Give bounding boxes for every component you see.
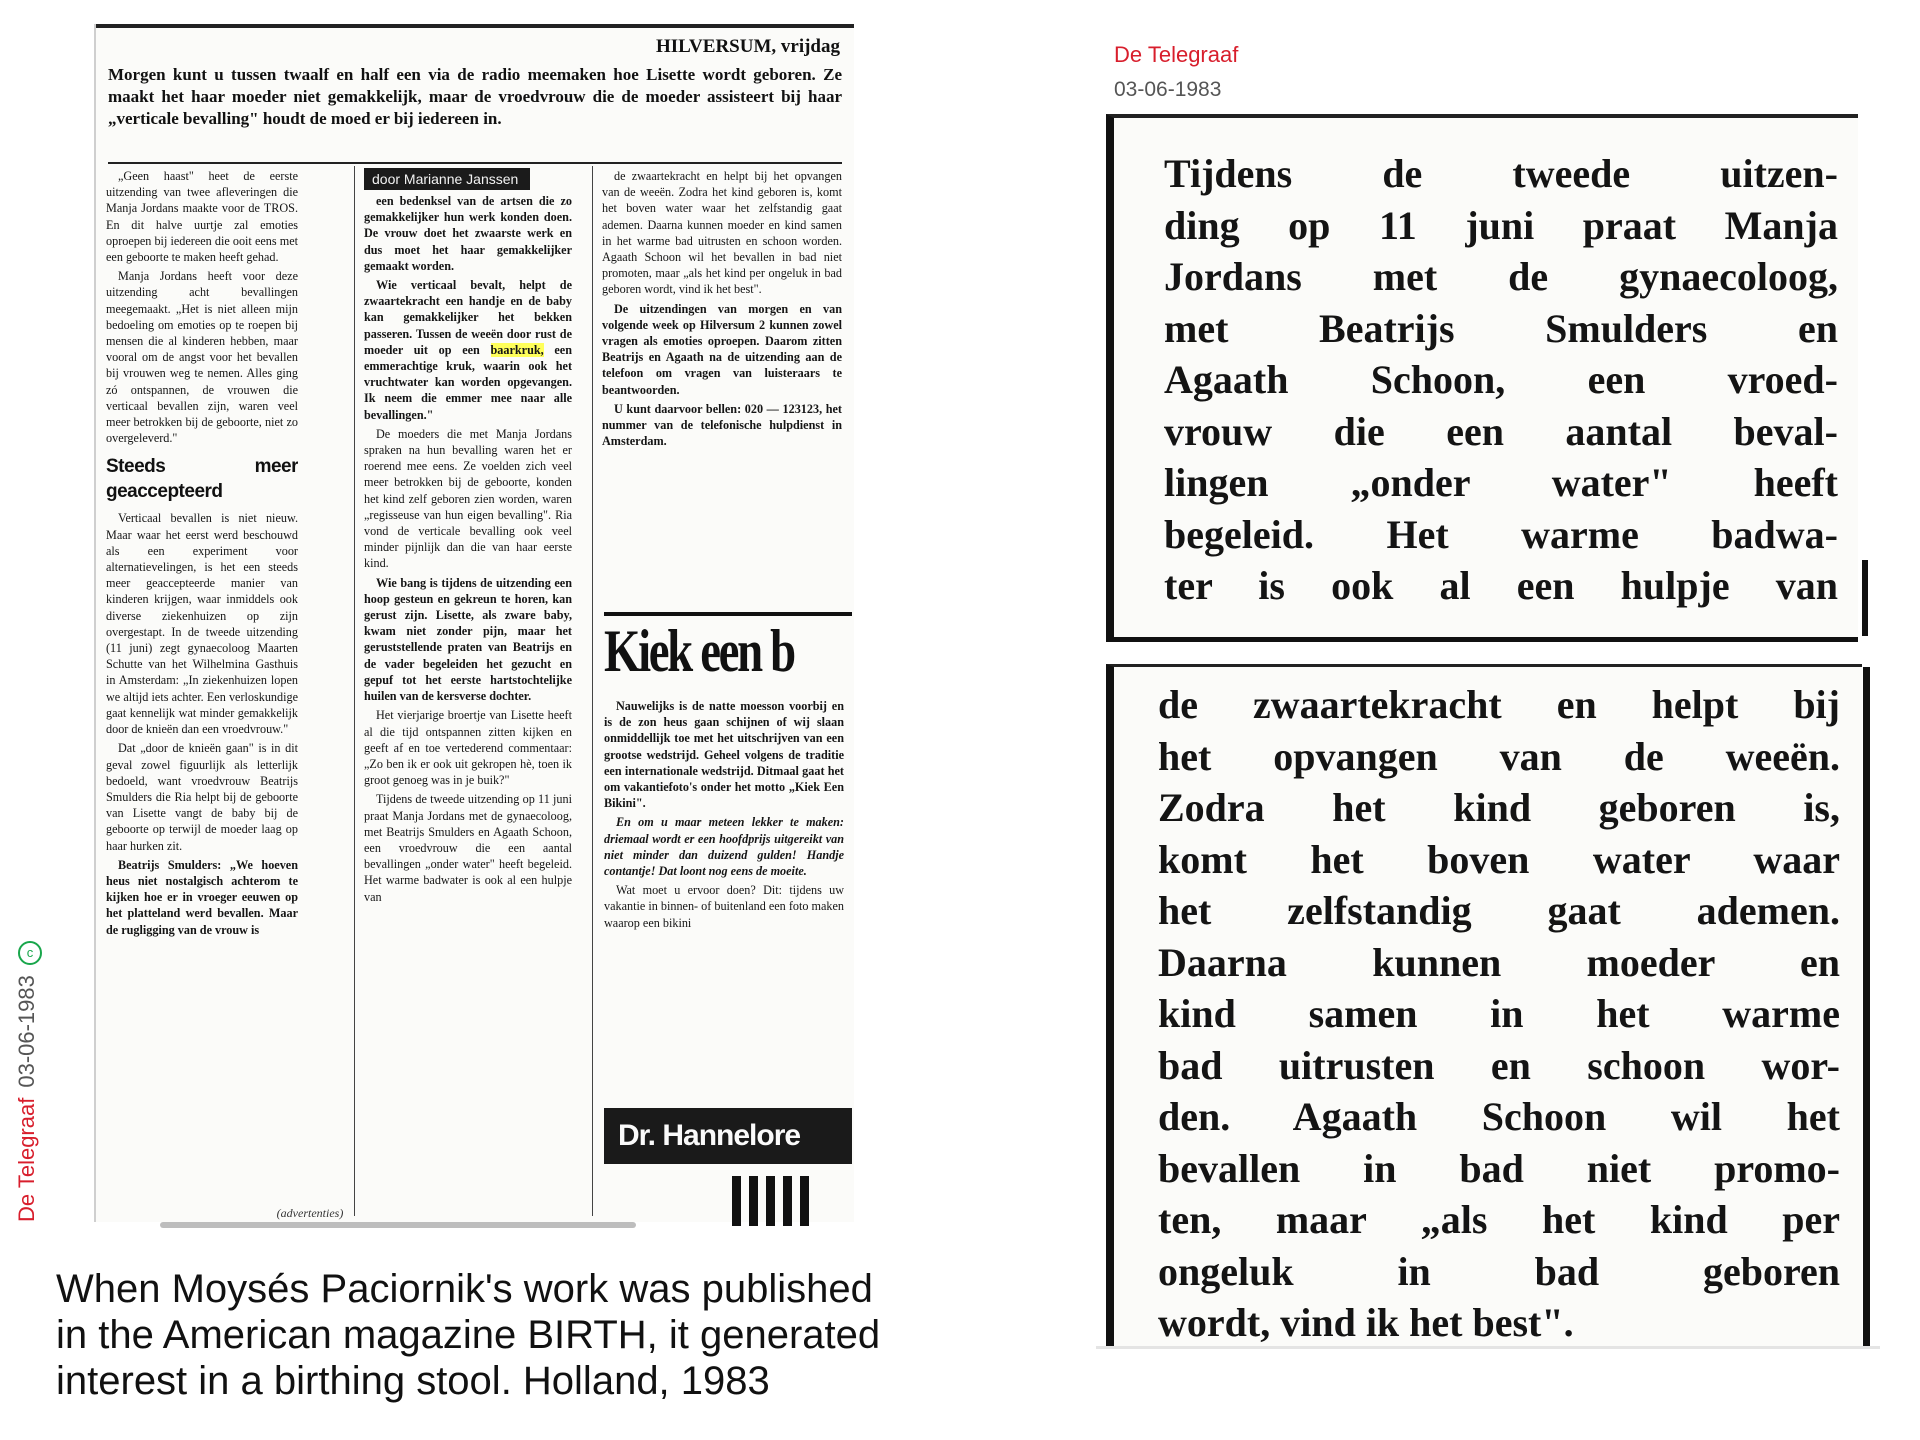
zoomed-excerpt-1	[1106, 114, 1858, 642]
horizontal-scrollbar[interactable]	[160, 1222, 636, 1228]
excerpt-line: met Beatrijs Smulders en	[1164, 305, 1838, 351]
paragraph: Dat „door de knieën gaan" is in dit geval zowel figuurlijk als letterlijk bedoeld, want vroedvrouw Beatrijs Smulders die Ria helpt bij de geboorte van Lisette vangt de baby bij de geboorte op terwijl de moeder laag op haar hurken zit.	[106, 741, 298, 853]
zoomed-excerpt-2	[1106, 664, 1862, 1348]
clipping-edge-marks	[732, 1176, 852, 1226]
text-run: Wie verticaal bevalt, helpt de zwaartekracht een handje en de baby kan gemakkelijker het bekken passeren. Tussen de weeën door rust de moeder uit op een	[364, 278, 572, 357]
paragraph: de zwaartekracht en helpt bij het opvangen van de weeën. Zodra het kind geboren is, komt het boven water waar het zelfstandig gaat ademen. Daarna kunnen moeder en kind samen in het warme bad uitrusten en schoon worden. Agaath Schoon wil het bevallen in bad niet promoten, maar „als het kind per ongeluk in bad geboren wordt, vind ik het best".	[602, 169, 842, 297]
article-column-3	[602, 168, 842, 638]
kiek-article	[604, 698, 844, 1098]
paragraph: Wat moet u ervoor doen? Dit: tijdens uw vakantie in binnen- of buitenland een foto maken waarop een bikini	[604, 883, 844, 930]
paragraph: „Geen haast" heet de eerste uitzending van twee afleveringen die Manja Jordans maakte voor de TROS. En dit halve uurtje zal emoties oproepen bij iedereen die ooit eens met een geboorte te maken heeft gehad.	[106, 169, 298, 265]
excerpt-line: wordt, vind ik het best".	[1158, 1300, 1574, 1345]
excerpt-line: Jordans met de gynaecoloog,	[1164, 254, 1838, 299]
caption-line: interest in a birthing stool. Holland, 1983	[56, 1359, 770, 1403]
text-run: een emmerachtige kruk, waarin ook het vruchtwater kan worden opgevangen. Ik neem die emmer mee naar alle bevallingen."	[364, 342, 572, 422]
excerpt-line: ter is ook al een hulpje van	[1164, 563, 1838, 608]
excerpt-line: het zelfstandig gaat ademen.	[1158, 888, 1840, 933]
excerpt-line: ding op 11 juni praat Manja	[1164, 202, 1838, 248]
caption	[56, 1266, 1056, 1404]
article-column-2	[364, 168, 572, 1208]
paragraph: Het vierjarige broertje van Lisette heeft al die tijd ontspannen zitten kijken en geeft af en toe vertederend commentaar: „Zo ben ik er ook uit gekropen hè, toen ik groot genoeg was in je buik?"	[364, 708, 572, 788]
source-date: 03-06-1983	[1114, 78, 1222, 101]
byline: door Marianne Janssen	[364, 168, 530, 190]
caption-line: When Moysés Paciornik's work was published	[56, 1267, 873, 1311]
excerpt-line: Daarna kunnen moeder en	[1158, 939, 1840, 985]
highlighted-word: baarkruk,	[490, 342, 544, 357]
lead-rule	[108, 162, 842, 164]
excerpt-line: komt het boven water waar	[1158, 836, 1840, 882]
excerpt-line: Tijdens de tweede uitzen-	[1164, 151, 1838, 196]
paragraph: een bedenksel van de artsen die zo gemakkelijker hun werk konden doen. De vrouw doet het zwaarste werk en dus moet het haar gemakkelijker gemaakt worden.	[364, 194, 572, 273]
article-column-1	[106, 168, 298, 1208]
kiek-headline-box	[604, 612, 852, 688]
excerpt-line: Agaath Schoon, een vroed-	[1164, 357, 1838, 402]
excerpt-line: ten, maar „als het kind per	[1158, 1197, 1840, 1242]
excerpt-line: lingen „onder water" heeft	[1164, 460, 1838, 505]
column-rule	[1863, 667, 1870, 1347]
source-name: De Telegraaf	[14, 1097, 39, 1222]
excerpt-line: het opvangen van de weeën.	[1158, 733, 1840, 779]
top-rule	[96, 24, 854, 28]
paragraph: Nauwelijks is de natte moesson voorbij en is de zon heus gaan schijnen of wij slaan onmiddellijk toe met het uitschrijven van een grootse wedstrijd. Geheel volgens de traditie een internationale wedstrijd. Ditmaal gaat het om vakantiefoto's onder het motto „Kiek Een Bikini".	[604, 699, 844, 811]
paragraph-with-highlight	[364, 277, 572, 423]
excerpt-line: kind samen in het warme	[1158, 991, 1840, 1036]
hannelore-banner: Dr. Hannelore	[604, 1108, 852, 1164]
column-rule	[1862, 560, 1868, 636]
paragraph: De moeders die met Manja Jordans spraken na hun bevalling waren het er roerend mee eens. Ze voelden zich veel meer betrokken bij de geboorte, konden het kind zelf geboren zien worden, waren „regisseuse van hun eigen bevalling". Ria vond de verticale bevalling ook veel minder pijnlijk dan die van haar eerste kind.	[364, 426, 572, 571]
column-divider	[354, 166, 355, 1216]
paragraph: Tijdens de tweede uitzending op 11 juni praat Manja Jordans met de gynaecoloog, met Beatrijs Smulders en Agaath Schoon, een vroedvrouw die een aantal bevallingen „onder water" heeft begeleid. Het warme badwater is ook al een hulpje van	[364, 792, 572, 904]
subheading: Steeds meer geaccepteerd	[106, 456, 298, 503]
paragraph: Verticaal bevallen is niet nieuw. Maar waar het eerst werd beschouwd als een experiment voor alternatievelingen, is het een steeds meer geaccepteerde manier van kinderen krijgen, waar inmiddels ook diverse ziekenhuizen op zijn overgestapt. In de tweede uitzending (11 juni) zegt gynaecoloog Maarten Schutte van het Wilhelmina Gasthuis in Amsterdam: „In ziekenhuizen lopen we altijd iets achter. Een verloskundige gaat kennelijk wat minder gemakkelijk door de knieën dan een vroedvrouw."	[106, 511, 298, 737]
paragraph: U kunt daarvoor bellen: 020 — 123123, het nummer van de telefonische hulpdienst in Amsterdam.	[602, 401, 842, 449]
excerpt-line: bevallen in bad niet promo-	[1158, 1145, 1840, 1191]
column-divider	[592, 166, 593, 1216]
advert-label: (advertenties)	[276, 1206, 344, 1220]
article-lead: Morgen kunt u tussen twaalf en half een via de radio meemaken hoe Lisette wordt geboren. Ze maakt het haar moeder niet gemakkelijk, maar de vroedvrouw die de moeder assisteert bij haar „verticale bevalling" houdt de moed er bij iedereen in.	[108, 65, 842, 128]
bottom-shadow	[1096, 1346, 1880, 1349]
paragraph: De uitzendingen van morgen en van volgende week op Hilversum 2 kunnen zowel vragen als emoties oproepen. Daarom zitten Beatrijs en Agaath na de uitzending aan de telefoon om vragen van luisteraars te beantwoorden.	[602, 301, 842, 397]
creative-commons-icon: c	[18, 941, 42, 965]
kiek-headline: Kiek een b	[604, 618, 794, 684]
excerpt-line: bad uitrusten en schoon wor-	[1158, 1042, 1840, 1088]
paragraph: Manja Jordans heeft voor deze uitzending acht bevallingen meegemaakt. „Het is niet alleen mijn bedoeling om emoties op te roepen bij mensen die al kinderen hebben, maar vooral om de angst voor het bevallen bij vrouwen weg te nemen. Alles ging zó ontspannen, de vrouwen die verticaal bevallen zijn, waren veel meer betrokken bij de geboorte, niet zo overgeleverd."	[106, 269, 298, 446]
excerpt-line: ongeluk in bad geboren	[1158, 1248, 1840, 1294]
excerpt-line: Zodra het kind geboren is,	[1158, 785, 1840, 830]
excerpt-line: vrouw die een aantal beval-	[1164, 408, 1838, 454]
paragraph: En om u maar meteen lekker te maken: driemaal wordt er een hoofdprijs uitgereikt van niet minder dan duizend gulden! Handje contantje! Dat loont nog eens de moeite.	[604, 815, 844, 879]
dateline: HILVERSUM, vrijdag	[655, 36, 840, 57]
paragraph: Beatrijs Smulders: „We hoeven heus niet nostalgisch achterom te kijken hoe er in vroeger eeuwen op het platteland werd bevallen. Maar de rugligging van de vrouw is	[106, 857, 298, 937]
paragraph: Wie bang is tijdens de uitzending een hoop gesteun en gekreun te horen, kan gerust zijn. Lisette, als zware baby, kwam niet zonder pijn, maar het geruststellende praten van Beatrijs en de vader begeleiden het gezucht en gepuf tot het eerste hartstochtelijke huilen van de kersverse dochter.	[364, 575, 572, 704]
excerpt-line: begeleid. Het warme badwa-	[1164, 511, 1838, 557]
caption-line: in the American magazine BIRTH, it generated	[56, 1313, 881, 1357]
excerpt-line: den. Agaath Schoon wil het	[1158, 1094, 1840, 1139]
excerpt-line: de zwaartekracht en helpt bij	[1158, 682, 1840, 727]
source-name: De Telegraaf	[1114, 42, 1239, 67]
source-date: 03-06-1983	[14, 975, 39, 1088]
vertical-source-label	[14, 941, 42, 1222]
